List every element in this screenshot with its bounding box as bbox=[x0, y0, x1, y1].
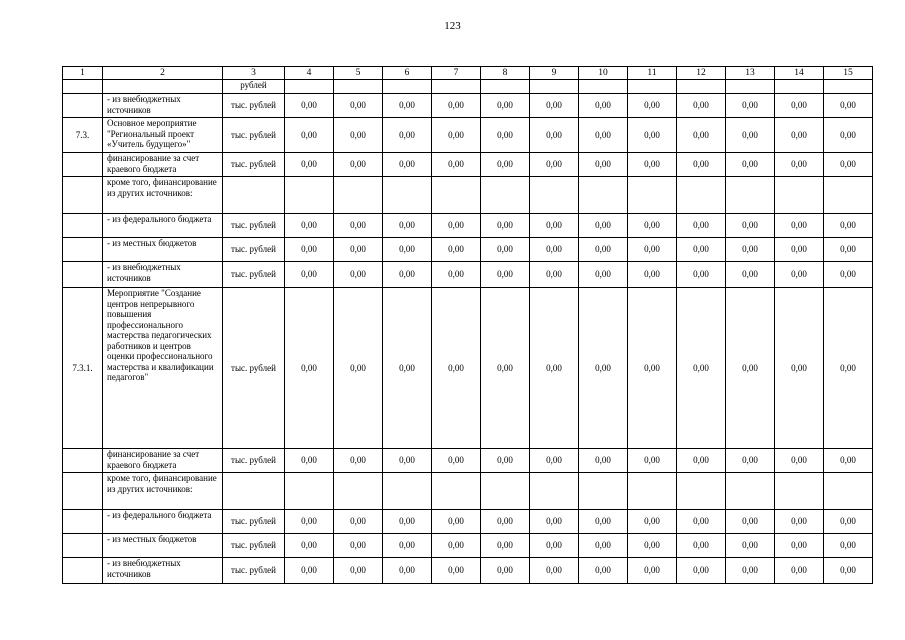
header-cell: 5 bbox=[334, 67, 383, 80]
value-cell: 0,00 bbox=[383, 288, 432, 449]
unit-cell: тыс. рублей bbox=[223, 118, 285, 153]
value-cell: 0,00 bbox=[726, 534, 775, 558]
item-number-cell: 7.3.1. bbox=[63, 288, 103, 449]
value-cell bbox=[628, 177, 677, 214]
item-name-cell: кроме того, финансирование из других источников: bbox=[103, 177, 223, 214]
value-cell: 0,00 bbox=[530, 534, 579, 558]
table-body bbox=[63, 67, 873, 584]
header-cell: 9 bbox=[530, 67, 579, 80]
value-cell: 0,00 bbox=[285, 262, 334, 288]
value-cell bbox=[334, 473, 383, 510]
header-cell: 7 bbox=[432, 67, 481, 80]
value-cell: 0,00 bbox=[726, 214, 775, 238]
value-cell: 0,00 bbox=[285, 534, 334, 558]
value-cell: 0,00 bbox=[775, 118, 824, 153]
value-cell: 0,00 bbox=[775, 558, 824, 584]
value-cell: 0,00 bbox=[775, 214, 824, 238]
value-cell: 0,00 bbox=[530, 510, 579, 534]
value-cell: 0,00 bbox=[383, 449, 432, 473]
value-cell bbox=[530, 473, 579, 510]
value-cell: 0,00 bbox=[579, 558, 628, 584]
value-cell bbox=[677, 473, 726, 510]
value-cell: 0,00 bbox=[432, 118, 481, 153]
value-cell bbox=[677, 177, 726, 214]
value-cell: 0,00 bbox=[775, 262, 824, 288]
table-row bbox=[63, 214, 873, 238]
value-cell: 0,00 bbox=[579, 214, 628, 238]
item-number-cell bbox=[63, 449, 103, 473]
value-cell: 0,00 bbox=[285, 214, 334, 238]
value-cell: 0,00 bbox=[579, 262, 628, 288]
table-row bbox=[63, 118, 873, 153]
value-cell bbox=[481, 177, 530, 214]
value-cell: 0,00 bbox=[726, 510, 775, 534]
value-cell: 0,00 bbox=[824, 153, 873, 177]
value-cell: 0,00 bbox=[628, 288, 677, 449]
value-cell: 0,00 bbox=[334, 510, 383, 534]
value-cell bbox=[334, 80, 383, 94]
value-cell bbox=[579, 473, 628, 510]
value-cell: 0,00 bbox=[677, 238, 726, 262]
value-cell bbox=[285, 80, 334, 94]
value-cell bbox=[775, 80, 824, 94]
value-cell bbox=[726, 80, 775, 94]
value-cell: 0,00 bbox=[628, 558, 677, 584]
value-cell: 0,00 bbox=[334, 288, 383, 449]
table-row bbox=[63, 534, 873, 558]
value-cell: 0,00 bbox=[285, 510, 334, 534]
value-cell: 0,00 bbox=[432, 262, 481, 288]
unit-cell: тыс. рублей bbox=[223, 153, 285, 177]
value-cell: 0,00 bbox=[824, 118, 873, 153]
table-row bbox=[63, 80, 873, 94]
item-name-cell: - из федерального бюджета bbox=[103, 214, 223, 238]
value-cell: 0,00 bbox=[677, 118, 726, 153]
value-cell: 0,00 bbox=[677, 94, 726, 118]
value-cell: 0,00 bbox=[334, 558, 383, 584]
item-name-cell: - из местных бюджетов bbox=[103, 534, 223, 558]
value-cell: 0,00 bbox=[530, 238, 579, 262]
page-number: 123 bbox=[444, 20, 461, 32]
item-name-cell: Мероприятие "Создание центров непрерывного повышения профессионального мастерства педагогических работников и центров оценки профессионального мастерства и квалификации педагогов" bbox=[103, 288, 223, 449]
value-cell bbox=[530, 80, 579, 94]
value-cell bbox=[579, 80, 628, 94]
value-cell: 0,00 bbox=[334, 153, 383, 177]
value-cell: 0,00 bbox=[334, 214, 383, 238]
unit-cell: тыс. рублей bbox=[223, 534, 285, 558]
item-name-cell bbox=[103, 80, 223, 94]
value-cell bbox=[285, 473, 334, 510]
value-cell: 0,00 bbox=[824, 288, 873, 449]
value-cell: 0,00 bbox=[775, 534, 824, 558]
value-cell: 0,00 bbox=[726, 118, 775, 153]
value-cell: 0,00 bbox=[726, 558, 775, 584]
item-number-cell bbox=[63, 473, 103, 510]
value-cell: 0,00 bbox=[334, 534, 383, 558]
table-row bbox=[63, 94, 873, 118]
value-cell: 0,00 bbox=[481, 153, 530, 177]
unit-cell: тыс. рублей bbox=[223, 449, 285, 473]
value-cell: 0,00 bbox=[628, 510, 677, 534]
value-cell: 0,00 bbox=[481, 510, 530, 534]
header-cell: 10 bbox=[579, 67, 628, 80]
table-row bbox=[63, 449, 873, 473]
value-cell bbox=[677, 80, 726, 94]
unit-cell bbox=[223, 473, 285, 510]
value-cell: 0,00 bbox=[530, 94, 579, 118]
value-cell: 0,00 bbox=[677, 214, 726, 238]
item-number-cell bbox=[63, 80, 103, 94]
value-cell: 0,00 bbox=[432, 510, 481, 534]
value-cell: 0,00 bbox=[579, 534, 628, 558]
value-cell: 0,00 bbox=[775, 153, 824, 177]
header-cell: 12 bbox=[677, 67, 726, 80]
value-cell: 0,00 bbox=[481, 238, 530, 262]
value-cell: 0,00 bbox=[824, 94, 873, 118]
header-cell: 1 bbox=[63, 67, 103, 80]
value-cell bbox=[383, 80, 432, 94]
value-cell: 0,00 bbox=[628, 214, 677, 238]
value-cell: 0,00 bbox=[628, 262, 677, 288]
value-cell: 0,00 bbox=[285, 118, 334, 153]
header-cell: 4 bbox=[285, 67, 334, 80]
value-cell bbox=[383, 177, 432, 214]
item-number-cell bbox=[63, 94, 103, 118]
item-number-cell bbox=[63, 177, 103, 214]
value-cell: 0,00 bbox=[579, 153, 628, 177]
value-cell: 0,00 bbox=[530, 118, 579, 153]
value-cell: 0,00 bbox=[481, 94, 530, 118]
item-number-cell bbox=[63, 153, 103, 177]
value-cell: 0,00 bbox=[530, 449, 579, 473]
value-cell: 0,00 bbox=[726, 288, 775, 449]
item-number-cell bbox=[63, 238, 103, 262]
value-cell: 0,00 bbox=[530, 153, 579, 177]
value-cell bbox=[726, 473, 775, 510]
value-cell: 0,00 bbox=[726, 153, 775, 177]
item-name-cell: - из местных бюджетов bbox=[103, 238, 223, 262]
value-cell bbox=[334, 177, 383, 214]
value-cell: 0,00 bbox=[285, 94, 334, 118]
value-cell: 0,00 bbox=[628, 153, 677, 177]
value-cell bbox=[824, 80, 873, 94]
item-name-cell: - из внебюджетных источников bbox=[103, 262, 223, 288]
value-cell: 0,00 bbox=[432, 558, 481, 584]
value-cell bbox=[530, 177, 579, 214]
header-cell: 13 bbox=[726, 67, 775, 80]
value-cell: 0,00 bbox=[726, 262, 775, 288]
item-name-cell: - из внебюджетных источников bbox=[103, 558, 223, 584]
value-cell bbox=[481, 473, 530, 510]
value-cell: 0,00 bbox=[824, 558, 873, 584]
value-cell: 0,00 bbox=[775, 288, 824, 449]
table-row bbox=[63, 238, 873, 262]
value-cell: 0,00 bbox=[383, 153, 432, 177]
value-cell: 0,00 bbox=[285, 288, 334, 449]
value-cell: 0,00 bbox=[824, 238, 873, 262]
value-cell: 0,00 bbox=[334, 449, 383, 473]
value-cell: 0,00 bbox=[677, 288, 726, 449]
item-name-cell: - из внебюджетных источников bbox=[103, 94, 223, 118]
item-number-cell bbox=[63, 534, 103, 558]
value-cell: 0,00 bbox=[677, 153, 726, 177]
value-cell: 0,00 bbox=[432, 214, 481, 238]
table-row bbox=[63, 473, 873, 510]
value-cell: 0,00 bbox=[775, 94, 824, 118]
value-cell: 0,00 bbox=[677, 510, 726, 534]
value-cell bbox=[824, 473, 873, 510]
item-name-cell: Основное мероприятие "Региональный проект «Учитель будущего»" bbox=[103, 118, 223, 153]
value-cell: 0,00 bbox=[285, 238, 334, 262]
value-cell bbox=[775, 473, 824, 510]
value-cell: 0,00 bbox=[579, 449, 628, 473]
item-number-cell bbox=[63, 262, 103, 288]
value-cell bbox=[775, 177, 824, 214]
item-name-cell: финансирование за счет краевого бюджета bbox=[103, 449, 223, 473]
header-cell: 2 bbox=[103, 67, 223, 80]
header-cell: 6 bbox=[383, 67, 432, 80]
value-cell: 0,00 bbox=[334, 262, 383, 288]
value-cell: 0,00 bbox=[383, 214, 432, 238]
value-cell: 0,00 bbox=[285, 449, 334, 473]
value-cell: 0,00 bbox=[579, 288, 628, 449]
value-cell: 0,00 bbox=[383, 510, 432, 534]
value-cell: 0,00 bbox=[677, 449, 726, 473]
value-cell: 0,00 bbox=[285, 153, 334, 177]
table-header-row bbox=[63, 67, 873, 80]
value-cell: 0,00 bbox=[628, 449, 677, 473]
unit-cell: тыс. рублей bbox=[223, 238, 285, 262]
unit-cell: тыс. рублей bbox=[223, 214, 285, 238]
item-number-cell bbox=[63, 510, 103, 534]
value-cell: 0,00 bbox=[530, 214, 579, 238]
value-cell: 0,00 bbox=[677, 558, 726, 584]
value-cell: 0,00 bbox=[726, 449, 775, 473]
value-cell: 0,00 bbox=[726, 238, 775, 262]
value-cell: 0,00 bbox=[628, 534, 677, 558]
value-cell: 0,00 bbox=[824, 262, 873, 288]
value-cell: 0,00 bbox=[383, 238, 432, 262]
value-cell bbox=[628, 80, 677, 94]
value-cell bbox=[579, 177, 628, 214]
value-cell: 0,00 bbox=[824, 510, 873, 534]
value-cell bbox=[432, 80, 481, 94]
budget-table bbox=[62, 66, 873, 584]
value-cell: 0,00 bbox=[628, 238, 677, 262]
value-cell: 0,00 bbox=[677, 534, 726, 558]
table-row bbox=[63, 510, 873, 534]
item-number-cell bbox=[63, 214, 103, 238]
value-cell: 0,00 bbox=[481, 288, 530, 449]
unit-cell bbox=[223, 177, 285, 214]
value-cell: 0,00 bbox=[481, 118, 530, 153]
value-cell: 0,00 bbox=[530, 262, 579, 288]
value-cell: 0,00 bbox=[432, 153, 481, 177]
value-cell: 0,00 bbox=[481, 214, 530, 238]
value-cell: 0,00 bbox=[530, 558, 579, 584]
unit-cell: тыс. рублей bbox=[223, 288, 285, 449]
value-cell: 0,00 bbox=[628, 94, 677, 118]
item-name-cell: кроме того, финансирование из других источников: bbox=[103, 473, 223, 510]
value-cell: 0,00 bbox=[432, 534, 481, 558]
value-cell: 0,00 bbox=[726, 94, 775, 118]
value-cell: 0,00 bbox=[481, 449, 530, 473]
value-cell bbox=[726, 177, 775, 214]
header-cell: 11 bbox=[628, 67, 677, 80]
value-cell: 0,00 bbox=[579, 510, 628, 534]
value-cell: 0,00 bbox=[285, 558, 334, 584]
item-number-cell: 7.3. bbox=[63, 118, 103, 153]
unit-cell: тыс. рублей bbox=[223, 558, 285, 584]
table-row bbox=[63, 262, 873, 288]
value-cell bbox=[824, 177, 873, 214]
value-cell: 0,00 bbox=[824, 449, 873, 473]
value-cell bbox=[285, 177, 334, 214]
table-row bbox=[63, 558, 873, 584]
table-row bbox=[63, 177, 873, 214]
unit-cell: тыс. рублей bbox=[223, 510, 285, 534]
header-cell: 15 bbox=[824, 67, 873, 80]
value-cell: 0,00 bbox=[530, 288, 579, 449]
value-cell bbox=[432, 177, 481, 214]
value-cell: 0,00 bbox=[481, 262, 530, 288]
header-cell: 14 bbox=[775, 67, 824, 80]
value-cell: 0,00 bbox=[383, 534, 432, 558]
table-row bbox=[63, 153, 873, 177]
value-cell: 0,00 bbox=[775, 449, 824, 473]
item-name-cell: - из федерального бюджета bbox=[103, 510, 223, 534]
value-cell: 0,00 bbox=[432, 94, 481, 118]
value-cell: 0,00 bbox=[432, 288, 481, 449]
value-cell: 0,00 bbox=[481, 558, 530, 584]
value-cell: 0,00 bbox=[579, 118, 628, 153]
value-cell: 0,00 bbox=[481, 534, 530, 558]
header-cell: 3 bbox=[223, 67, 285, 80]
value-cell bbox=[628, 473, 677, 510]
value-cell: 0,00 bbox=[383, 94, 432, 118]
value-cell: 0,00 bbox=[579, 94, 628, 118]
item-number-cell bbox=[63, 558, 103, 584]
value-cell: 0,00 bbox=[775, 510, 824, 534]
value-cell: 0,00 bbox=[334, 94, 383, 118]
value-cell: 0,00 bbox=[383, 118, 432, 153]
header-cell: 8 bbox=[481, 67, 530, 80]
value-cell: 0,00 bbox=[432, 238, 481, 262]
value-cell: 0,00 bbox=[334, 238, 383, 262]
item-name-cell: финансирование за счет краевого бюджета bbox=[103, 153, 223, 177]
value-cell: 0,00 bbox=[824, 534, 873, 558]
value-cell: 0,00 bbox=[775, 238, 824, 262]
value-cell: 0,00 bbox=[383, 558, 432, 584]
value-cell: 0,00 bbox=[579, 238, 628, 262]
value-cell: 0,00 bbox=[334, 118, 383, 153]
unit-cell: тыс. рублей bbox=[223, 94, 285, 118]
value-cell: 0,00 bbox=[432, 449, 481, 473]
value-cell bbox=[481, 80, 530, 94]
table-row bbox=[63, 288, 873, 449]
value-cell: 0,00 bbox=[677, 262, 726, 288]
unit-cell: тыс. рублей bbox=[223, 262, 285, 288]
value-cell: 0,00 bbox=[383, 262, 432, 288]
value-cell bbox=[383, 473, 432, 510]
value-cell: 0,00 bbox=[824, 214, 873, 238]
value-cell: 0,00 bbox=[628, 118, 677, 153]
unit-cell: рублей bbox=[223, 80, 285, 94]
value-cell bbox=[432, 473, 481, 510]
